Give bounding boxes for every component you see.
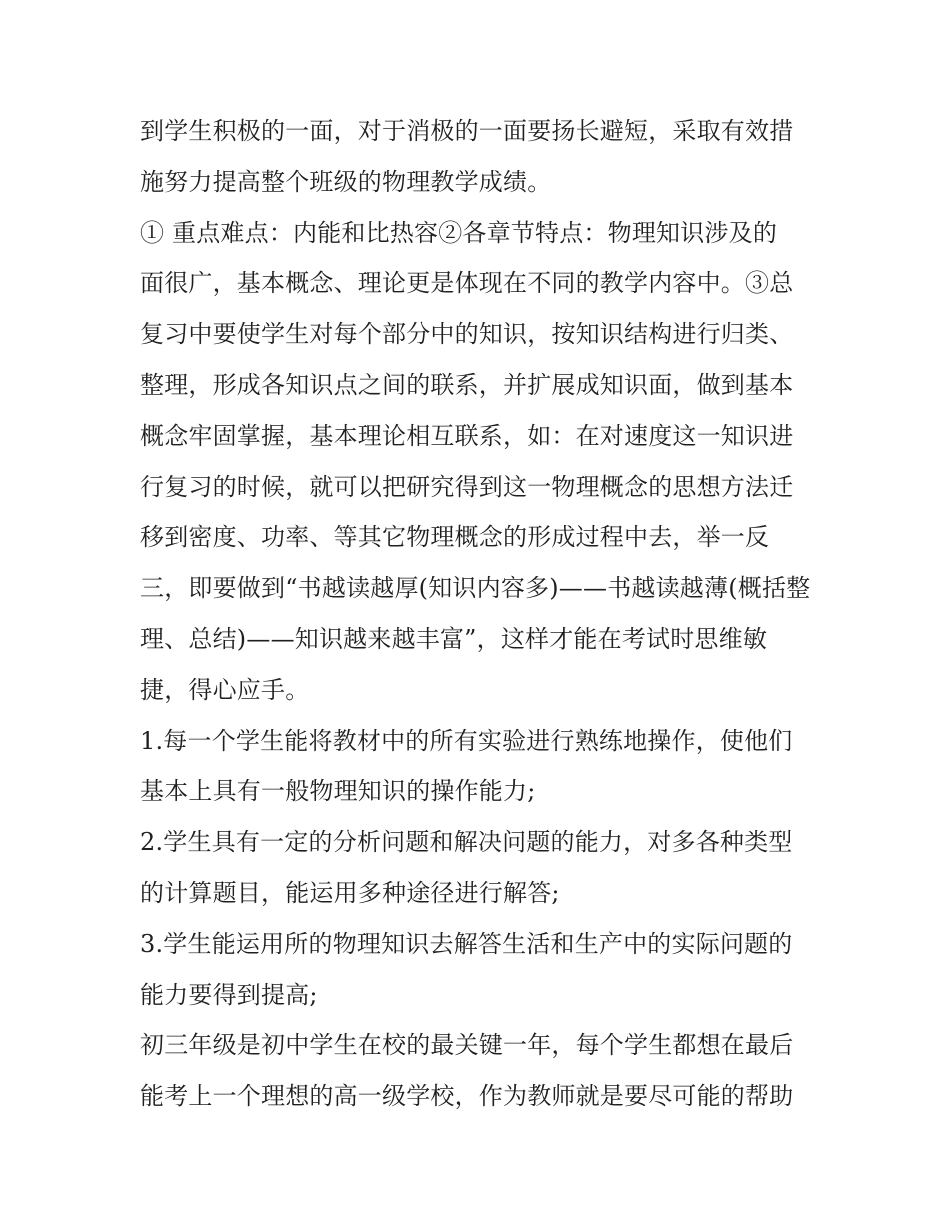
text-line: 面很广，基本概念、理论更是体现在不同的教学内容中。③总 [140, 269, 794, 298]
text-line: 基本上具有一般物理知识的操作能力; [140, 777, 536, 806]
text-line: 三，即要做到“书越读越厚(知识内容多)——书越读越薄(概括整 [140, 574, 811, 603]
text-line: ① 重点难点：内能和比热容②各章节特点：物理知识涉及的 [140, 218, 778, 247]
text-line: 初三年级是初中学生在校的最关键一年，每个学生都想在最后 [140, 1031, 794, 1060]
text-line: 能考上一个理想的高一级学校，作为教师就是要尽可能的帮助 [140, 1082, 794, 1111]
text-line: 整理，形成各知识点之间的联系，并扩展成知识面，做到基本 [140, 370, 794, 399]
text-line: 2.学生具有一定的分析问题和解决问题的能力，对多各种类型 [140, 828, 793, 857]
text-line: 到学生积极的一面，对于消极的一面要扬长避短，采取有效措 [140, 117, 794, 145]
text-line: 施努力提高整个班级的物理教学成绩。 [140, 167, 552, 196]
text-line: 理、总结)——知识越来越丰富”，这样才能在考试时思维敏 [140, 624, 768, 653]
text-line: 3.学生能运用所的物理知识去解答生活和生产中的实际问题的 [140, 929, 793, 958]
text-line: 概念牢固掌握，基本理论相互联系，如：在对速度这一知识进 [140, 421, 794, 450]
text-line: 移到密度、功率、等其它物理概念的形成过程中去，举一反 [140, 523, 770, 552]
text-line: 行复习的时候，就可以把研究得到这一物理概念的思想方法迁 [140, 472, 794, 501]
document-body [140, 106, 820, 1122]
text-line: 1.每一个学生能将教材中的所有实验进行熟练地操作，使他们 [140, 726, 793, 755]
text-line: 捷，得心应手。 [140, 675, 310, 704]
text-line: 复习中要使学生对每个部分中的知识，按知识结构进行归类、 [140, 320, 794, 349]
text-line: 的计算题目，能运用多种途径进行解答; [140, 878, 560, 907]
text-line: 能力要得到提高; [140, 980, 318, 1009]
